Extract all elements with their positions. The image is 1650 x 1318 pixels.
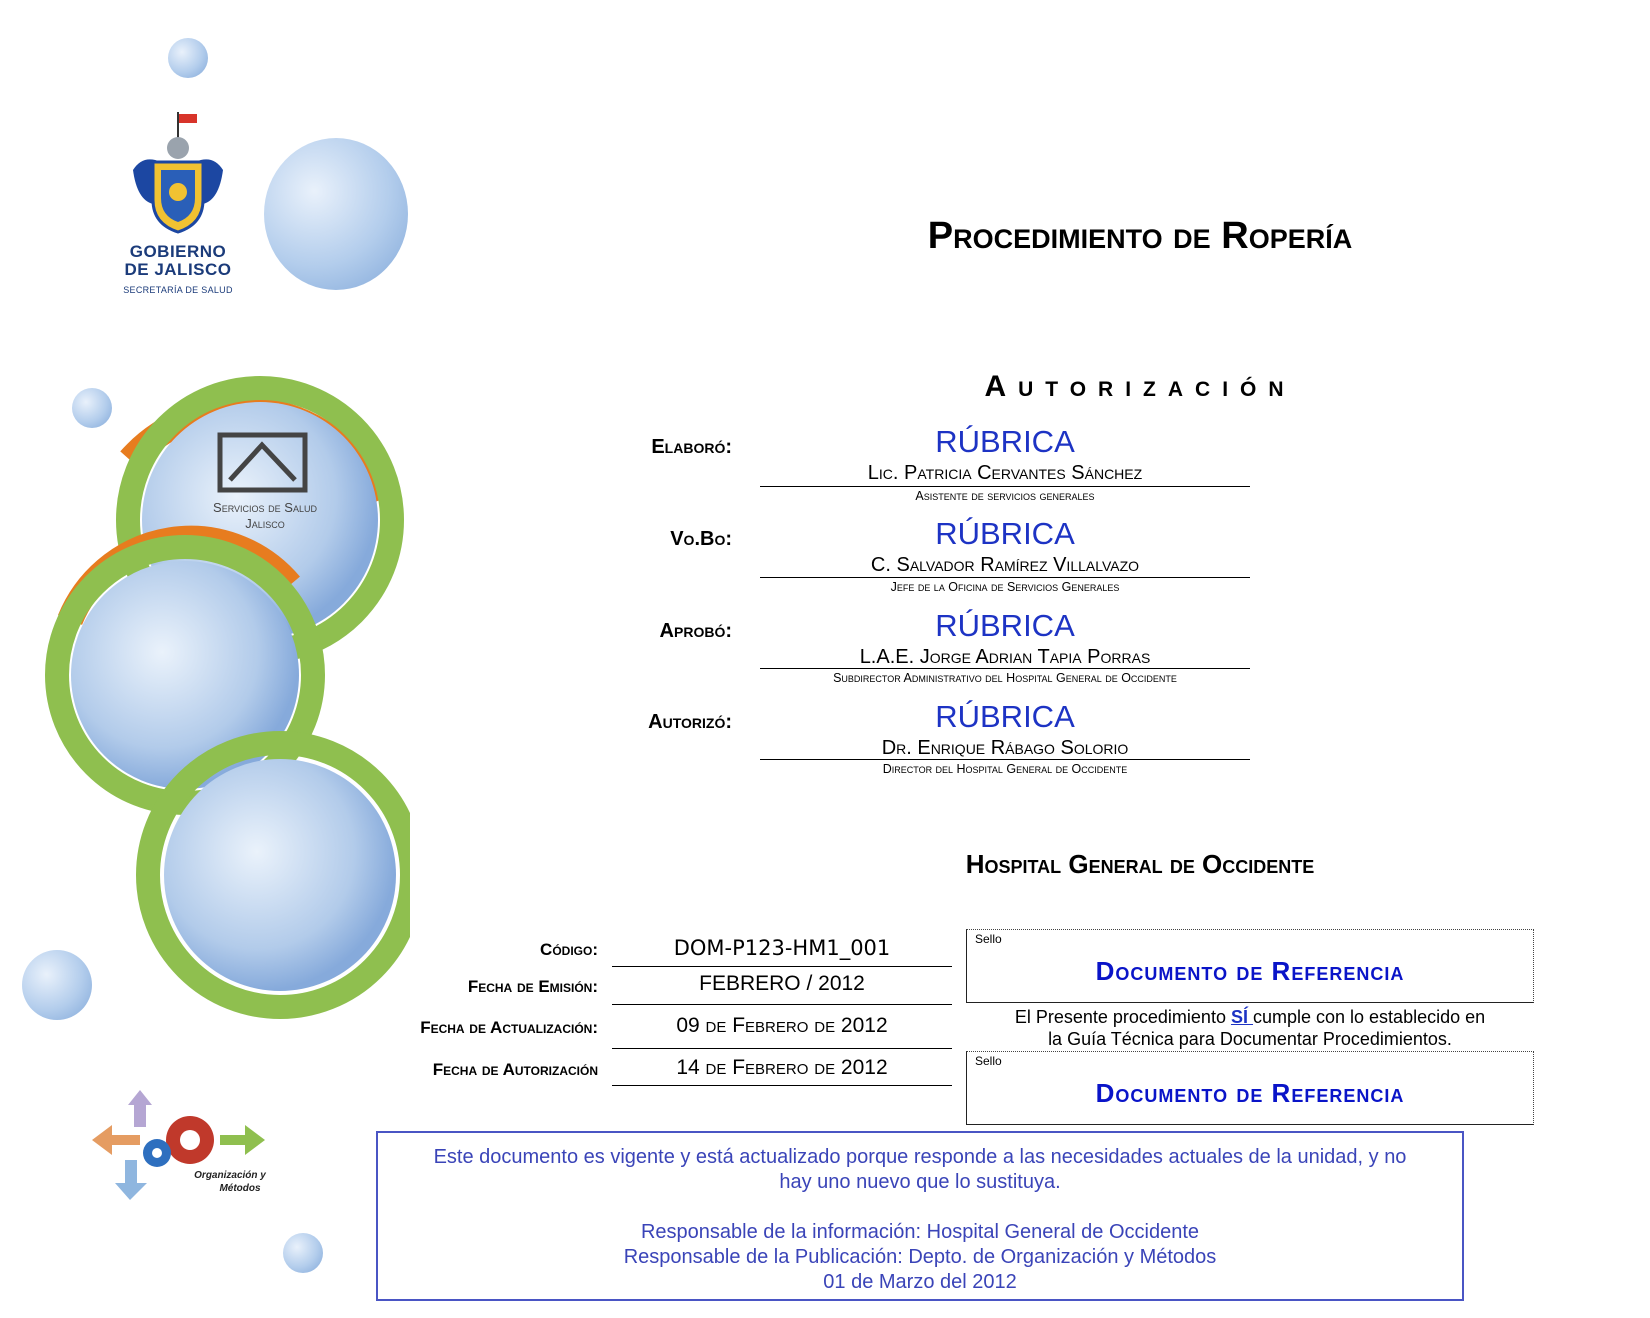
sello-box: [966, 929, 1534, 1003]
signature-name: C. Salvador Ramírez Villalvazo: [870, 554, 1140, 576]
meta-line: [612, 1048, 952, 1049]
sello-label: Sello: [975, 1054, 1002, 1068]
authorization-heading: Autorización: [984, 370, 1296, 403]
footer-line4: Responsable de la Publicación: Depto. de Organización y Métodos: [623, 1246, 1217, 1268]
coat-of-arms-icon: [123, 108, 233, 238]
decor-bubble: [168, 38, 208, 78]
organizacion-metodos-logo: [90, 1085, 270, 1205]
signature-rubrica: RÚBRICA: [935, 608, 1075, 643]
signature-line: [760, 668, 1250, 669]
signature-role: Subdirector Administrativo del Hospital General de Occidente: [833, 671, 1177, 685]
cumple-line2: la Guía Técnica para Documentar Procedimientos.: [1048, 1029, 1452, 1049]
signature-role: Jefe de la Oficina de Servicios Generales: [890, 580, 1120, 594]
signature-line: [760, 759, 1250, 760]
page-title: [600, 215, 1650, 258]
om-text-line2: Métodos: [219, 1183, 261, 1194]
logo-line1: GOBIERNO: [129, 242, 227, 261]
signature-rubrica: RÚBRICA: [935, 699, 1075, 734]
sello-label: Sello: [975, 932, 1002, 946]
signature-line: [760, 577, 1250, 578]
signature-name: L.A.E. Jorge Adrian Tapia Porras: [859, 646, 1151, 668]
signature-name: Dr. Enrique Rábago Solorio: [881, 737, 1129, 759]
signature-label: Aprobó:: [659, 620, 732, 642]
signature-role: Director del Hospital General de Occidente: [882, 762, 1128, 776]
meta-line: [612, 1004, 952, 1005]
footer-line3: Responsable de la información: Hospital General de Occidente: [640, 1221, 1200, 1243]
ssj-circles-graphic: [20, 370, 410, 1130]
actualizacion-label: Fecha de Actualización:: [420, 1018, 598, 1037]
doc-referencia: Documento de Referencia: [1095, 956, 1405, 986]
signature-label: Vo.Bo:: [670, 528, 732, 550]
hospital-heading: Hospital General de Occidente: [965, 849, 1315, 879]
om-text-line1: Organización y: [194, 1170, 266, 1181]
actualizacion-value: 09 de Febrero de 2012: [676, 1014, 888, 1037]
signature-label: Autorizó:: [648, 711, 732, 733]
logo-line3: SECRETARÍA DE SALUD: [123, 285, 233, 295]
footer-line1: Este documento es vigente y está actualizado porque responde a las necesidades actuales de la unidad, y no: [433, 1146, 1407, 1168]
cumple-si: SÍ: [1230, 1007, 1253, 1027]
signature-rubrica: RÚBRICA: [935, 424, 1075, 459]
vigencia-footer-box: [376, 1131, 1464, 1301]
codigo-value: DOM-P123-HM1_001: [673, 936, 891, 960]
codigo-label: Código:: [540, 940, 598, 959]
cumple-pre: El Presente procedimiento: [1014, 1007, 1231, 1027]
autorizacion-value: 14 de Febrero de 2012: [676, 1056, 888, 1079]
cumple-post: cumple con lo establecido en: [1252, 1007, 1486, 1027]
ssj-text-line2: Jalisco: [245, 516, 285, 531]
footer-line2: hay uno nuevo que lo sustituya.: [779, 1171, 1061, 1193]
sello-box: [966, 1051, 1534, 1125]
decor-bubble: [264, 138, 408, 290]
signature-name: Lic. Patricia Cervantes Sánchez: [867, 462, 1143, 484]
autorizacion-label: Fecha de Autorización: [432, 1060, 598, 1079]
page-title-text: Procedimiento de Ropería: [927, 215, 1353, 257]
signature-label: Elaboró:: [651, 436, 732, 458]
signature-line: [760, 486, 1250, 487]
emision-value: FEBRERO / 2012: [699, 972, 865, 995]
doc-referencia: Documento de Referencia: [1095, 1078, 1405, 1108]
footer-line5: 01 de Marzo del 2012: [823, 1271, 1017, 1293]
emision-label: Fecha de Emisión:: [467, 977, 598, 996]
meta-line: [612, 1085, 952, 1086]
signature-role: Asistente de servicios generales: [915, 489, 1095, 503]
decor-bubble: [283, 1233, 323, 1273]
logo-line2: DE JALISCO: [124, 260, 232, 279]
meta-line: [612, 966, 952, 967]
signature-rubrica: RÚBRICA: [935, 516, 1075, 551]
gobierno-jalisco-logo: [118, 108, 238, 295]
ssj-text-line1: Servicios de Salud: [213, 500, 317, 515]
cumple-statement: [966, 1006, 1534, 1050]
